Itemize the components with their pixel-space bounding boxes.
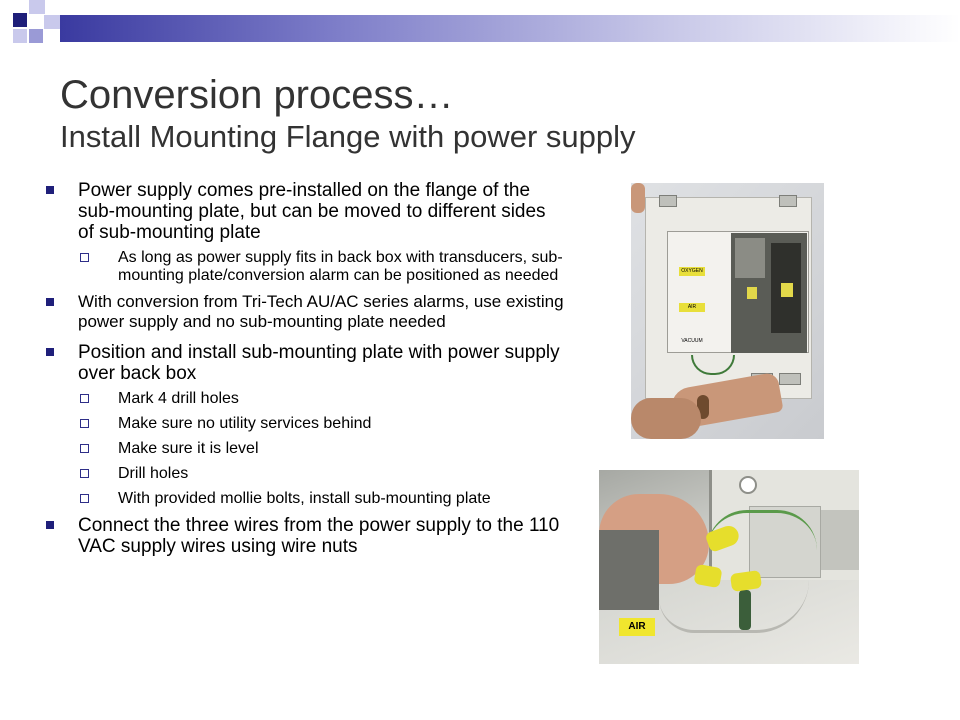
sub-list-item (46, 490, 566, 508)
list-item-text: Position and install sub-mounting plate with power supply over back box (78, 342, 560, 384)
square-bullet-icon (46, 298, 54, 306)
corner-square-light-2 (44, 15, 60, 29)
sub-list-item (46, 440, 566, 458)
list-item-text: Connect the three wires from the power supply to the 110 VAC supply wires using wire nuts (78, 515, 560, 557)
corner-square-light (29, 0, 45, 14)
square-bullet-icon (46, 186, 54, 194)
gas-label: OXYGEN (679, 267, 705, 276)
sub-list-item (46, 415, 566, 433)
list-item (46, 342, 566, 384)
gas-label: AIR (679, 303, 705, 312)
list-item-text: With conversion from Tri-Tech AU/AC series alarms, use existing power supply and no sub-mounting plate needed (78, 292, 564, 331)
sub-list-item-text: With provided mollie bolts, install sub-mounting plate (118, 490, 491, 507)
corner-square-mid (29, 29, 43, 43)
slide-title (60, 72, 940, 156)
corner-square-light-3 (13, 29, 27, 43)
hollow-square-bullet-icon (80, 494, 89, 503)
gas-label: AIR (619, 618, 655, 636)
list-item-text: Power supply comes pre-installed on the flange of the sub-mounting plate, but can be moved to different sides of sub-mounting plate (78, 180, 546, 243)
wire-nuts-photo (599, 470, 859, 664)
title-main: Conversion process… (60, 73, 454, 117)
hollow-square-bullet-icon (80, 394, 89, 403)
bullet-list (46, 180, 566, 563)
sub-list-item-text: Mark 4 drill holes (118, 390, 239, 407)
sub-list-item-text: As long as power supply fits in back box with transducers, sub-mounting plate/conversion alarm can be positioned as needed (118, 249, 563, 284)
sub-list-item (46, 249, 566, 285)
hollow-square-bullet-icon (80, 444, 89, 453)
list-item (46, 292, 566, 332)
square-bullet-icon (46, 348, 54, 356)
sub-list-item-text: Make sure it is level (118, 440, 259, 457)
title-subtitle: Install Mounting Flange with power supply (60, 119, 636, 154)
square-bullet-icon (46, 521, 54, 529)
sub-list-item (46, 390, 566, 408)
hollow-square-bullet-icon (80, 419, 89, 428)
mounting-plate-photo (631, 183, 824, 439)
wire-nut (693, 564, 722, 588)
corner-square-dark (13, 13, 27, 27)
list-item (46, 180, 566, 243)
sub-list-item-text: Make sure no utility services behind (118, 415, 372, 432)
hollow-square-bullet-icon (80, 253, 89, 262)
header-gradient-band (60, 15, 960, 42)
hollow-square-bullet-icon (80, 469, 89, 478)
list-item (46, 515, 566, 557)
sub-list-item (46, 465, 566, 483)
sub-list-item-text: Drill holes (118, 465, 189, 482)
gas-label: VACUUM (679, 338, 705, 345)
